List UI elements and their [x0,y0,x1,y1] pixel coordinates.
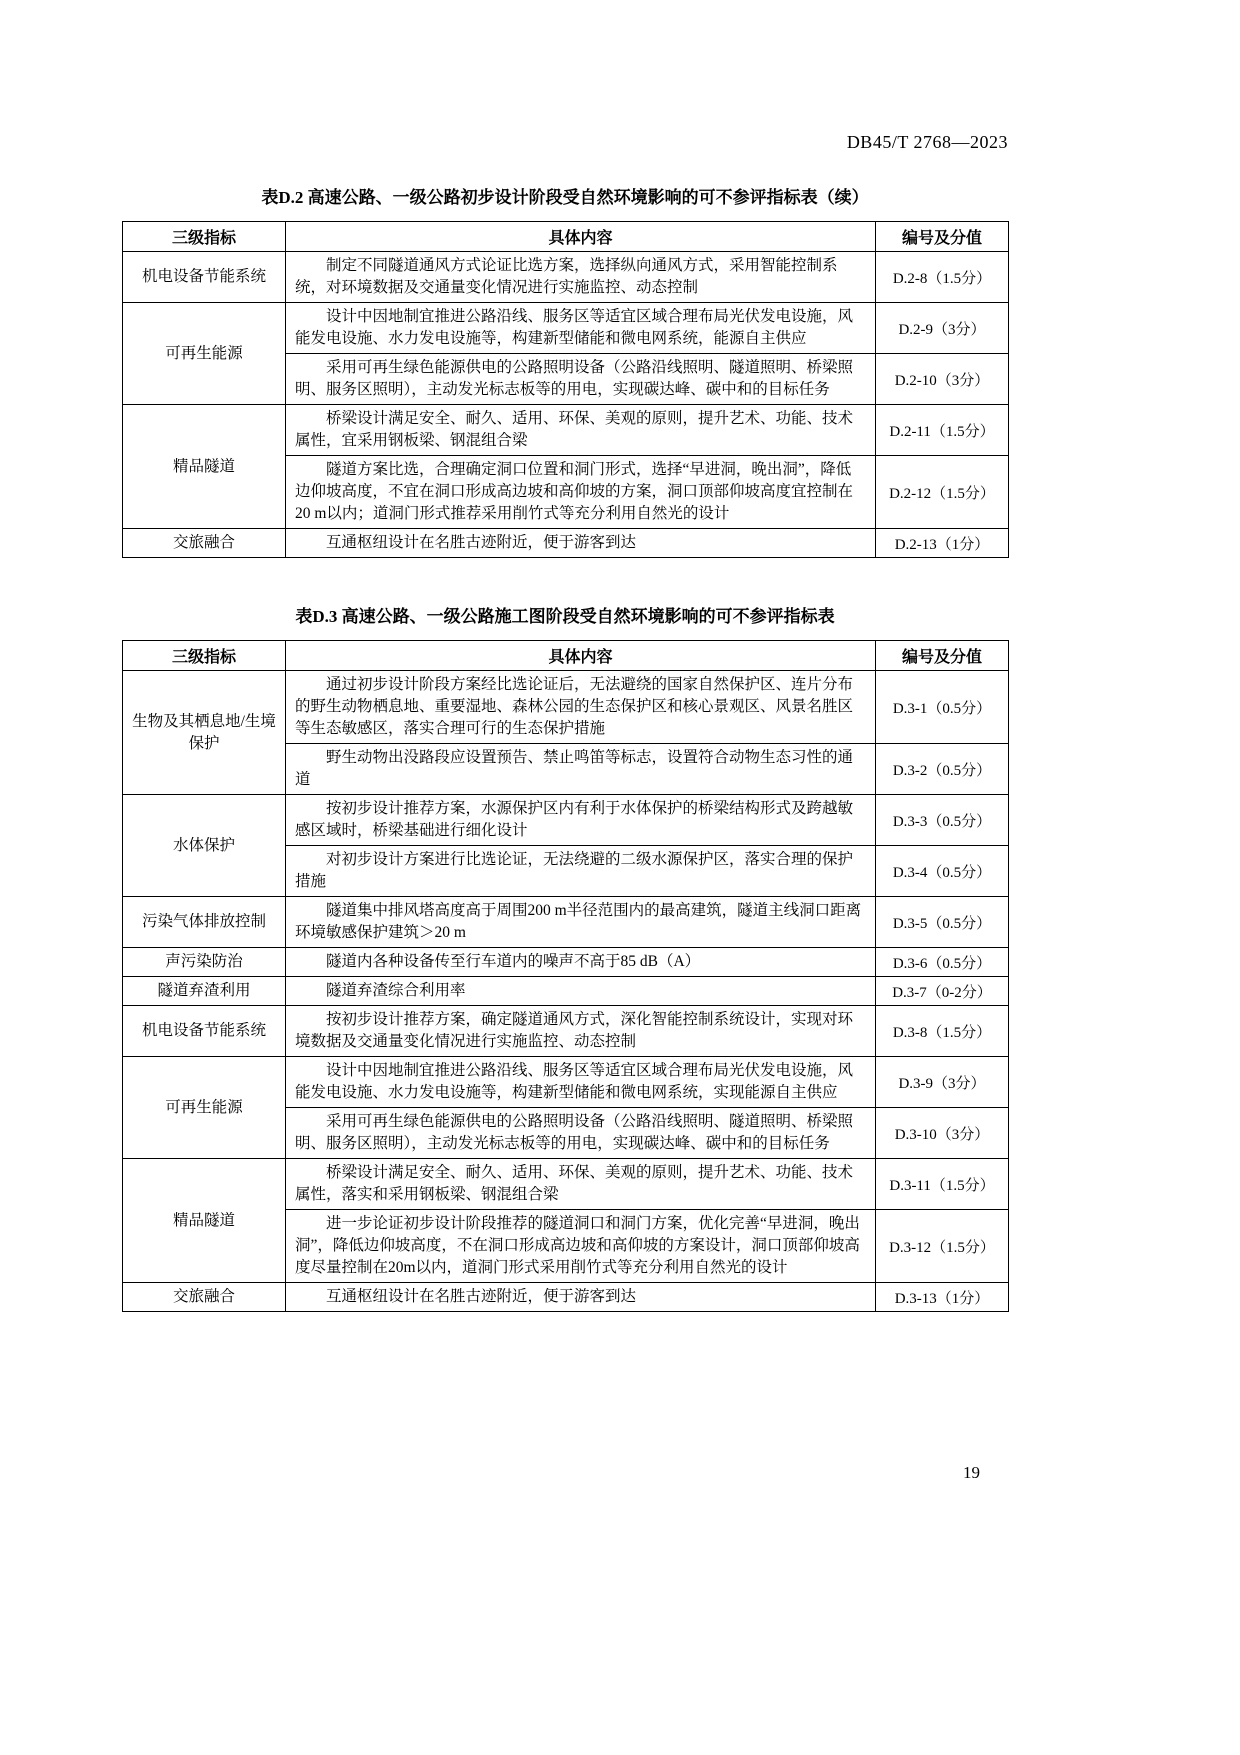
content-cell: 隧道弃渣综合利用率 [286,977,876,1006]
indicator-cell: 交旅融合 [123,1283,286,1312]
table-row [123,1006,1009,1057]
content-cell: 桥梁设计满足安全、耐久、适用、环保、美观的原则，提升艺术、功能、技术属性，落实和采用钢板梁、钢混组合梁 [286,1159,876,1210]
code-score-cell: D.2-8（1.5分） [876,252,1009,303]
code-score-cell: D.3-10（3分） [876,1108,1009,1159]
content-cell: 互通枢纽设计在名胜古迹附近，便于游客到达 [286,1283,876,1312]
table-row [123,1159,1009,1210]
content-cell: 对初步设计方案进行比选论证，无法绕避的二级水源保护区，落实合理的保护措施 [286,846,876,897]
code-score-cell: D.3-5（0.5分） [876,897,1009,948]
page-number: 19 [963,1463,980,1482]
table-d2 [122,221,1009,558]
content-cell: 隧道内各种设备传至行车道内的噪声不高于85 dB（A） [286,948,876,977]
code-score-cell: D.3-3（0.5分） [876,795,1009,846]
table-row [123,897,1009,948]
indicator-cell: 声污染防治 [123,948,286,977]
code-score-cell: D.3-9（3分） [876,1057,1009,1108]
table-row [123,405,1009,456]
code-score-cell: D.3-2（0.5分） [876,744,1009,795]
indicator-cell: 可再生能源 [123,1057,286,1159]
table-row [123,948,1009,977]
code-score-cell: D.3-11（1.5分） [876,1159,1009,1210]
code-score-cell: D.3-8（1.5分） [876,1006,1009,1057]
content-cell: 制定不同隧道通风方式论证比选方案，选择纵向通风方式，采用智能控制系统，对环境数据及交通量变化情况进行实施监控、动态控制 [286,252,876,303]
table-row [123,252,1009,303]
code-score-cell: D.2-11（1.5分） [876,405,1009,456]
content-cell: 互通枢纽设计在名胜古迹附近，便于游客到达 [286,529,876,558]
column-header: 编号及分值 [876,222,1009,252]
standard-number: DB45/T 2768—2023 [846,132,1008,152]
page-content [122,0,1008,1312]
content-cell: 进一步论证初步设计阶段推荐的隧道洞口和洞门方案，优化完善“早进洞，晚出洞”，降低边仰坡高度，不在洞口形成高边坡和高仰坡的方案设计，洞口顶部仰坡高度尽量控制在20m以内，道洞门形式采用削竹式等充分利用自然光的设计 [286,1210,876,1283]
indicator-cell: 污染气体排放控制 [123,897,286,948]
header-row [123,641,1009,671]
content-cell: 采用可再生绿色能源供电的公路照明设备（公路沿线照明、隧道照明、桥梁照明、服务区照明），主动发光标志板等的用电，实现碳达峰、碳中和的目标任务 [286,354,876,405]
indicator-cell: 精品隧道 [123,1159,286,1283]
indicator-cell: 交旅融合 [123,529,286,558]
content-cell: 桥梁设计满足安全、耐久、适用、环保、美观的原则，提升艺术、功能、技术属性，宜采用钢板梁、钢混组合梁 [286,405,876,456]
table-row [123,795,1009,846]
code-score-cell: D.3-4（0.5分） [876,846,1009,897]
table-row [123,1057,1009,1108]
table-row [123,1283,1009,1312]
code-score-cell: D.3-6（0.5分） [876,948,1009,977]
column-header: 三级指标 [123,222,286,252]
content-cell: 设计中因地制宜推进公路沿线、服务区等适宜区域合理布局光伏发电设施，风能发电设施、水力发电设施等，构建新型储能和微电网系统，实现能源自主供应 [286,1057,876,1108]
content-cell: 设计中因地制宜推进公路沿线、服务区等适宜区域合理布局光伏发电设施，风能发电设施、水力发电设施等，构建新型储能和微电网系统，能源自主供应 [286,303,876,354]
table-row [123,671,1009,744]
content-cell: 野生动物出没路段应设置预告、禁止鸣笛等标志，设置符合动物生态习性的通道 [286,744,876,795]
column-header: 三级指标 [123,641,286,671]
header-row [123,222,1009,252]
indicator-cell: 可再生能源 [123,303,286,405]
table-row [123,303,1009,354]
table-d3 [122,640,1009,1312]
indicator-cell: 精品隧道 [123,405,286,529]
indicator-cell: 机电设备节能系统 [123,252,286,303]
table-row [123,529,1009,558]
content-cell: 通过初步设计阶段方案经比选论证后，无法避绕的国家自然保护区、连片分布的野生动物栖息地、重要湿地、森林公园的生态保护区和核心景观区、风景名胜区等生态敏感区，落实合理可行的生态保护措施 [286,671,876,744]
content-cell: 隧道方案比选，合理确定洞口位置和洞门形式，选择“早进洞，晚出洞”，降低边仰坡高度，不宜在洞口形成高边坡和高仰坡的方案，洞口顶部仰坡高度宜控制在20 m以内；道洞门形式推荐采用削竹式等充分利用自然光的设计 [286,456,876,529]
content-cell: 按初步设计推荐方案，确定隧道通风方式，深化智能控制系统设计，实现对环境数据及交通量变化情况进行实施监控、动态控制 [286,1006,876,1057]
code-score-cell: D.3-1（0.5分） [876,671,1009,744]
code-score-cell: D.2-13（1分） [876,529,1009,558]
indicator-cell: 水体保护 [123,795,286,897]
column-header: 编号及分值 [876,641,1009,671]
table-d3-title: 表D.3 高速公路、一级公路施工图阶段受自然环境影响的可不参评指标表 [295,607,835,626]
table-d2-title: 表D.2 高速公路、一级公路初步设计阶段受自然环境影响的可不参评指标表（续） [261,188,869,207]
code-score-cell: D.2-12（1.5分） [876,456,1009,529]
content-cell: 按初步设计推荐方案，水源保护区内有利于水体保护的桥梁结构形式及跨越敏感区域时，桥梁基础进行细化设计 [286,795,876,846]
column-header: 具体内容 [286,222,876,252]
code-score-cell: D.2-9（3分） [876,303,1009,354]
code-score-cell: D.3-7（0-2分） [876,977,1009,1006]
document-header [122,132,1008,153]
column-header: 具体内容 [286,641,876,671]
code-score-cell: D.3-12（1.5分） [876,1210,1009,1283]
content-cell: 采用可再生绿色能源供电的公路照明设备（公路沿线照明、隧道照明、桥梁照明、服务区照明），主动发光标志板等的用电，实现碳达峰、碳中和的目标任务 [286,1108,876,1159]
indicator-cell: 隧道弃渣利用 [123,977,286,1006]
table-row [123,977,1009,1006]
indicator-cell: 生物及其栖息地/生境保护 [123,671,286,795]
code-score-cell: D.3-13（1分） [876,1283,1009,1312]
content-cell: 隧道集中排风塔高度高于周围200 m半径范围内的最高建筑，隧道主线洞口距离环境敏感保护建筑＞20 m [286,897,876,948]
code-score-cell: D.2-10（3分） [876,354,1009,405]
indicator-cell: 机电设备节能系统 [123,1006,286,1057]
